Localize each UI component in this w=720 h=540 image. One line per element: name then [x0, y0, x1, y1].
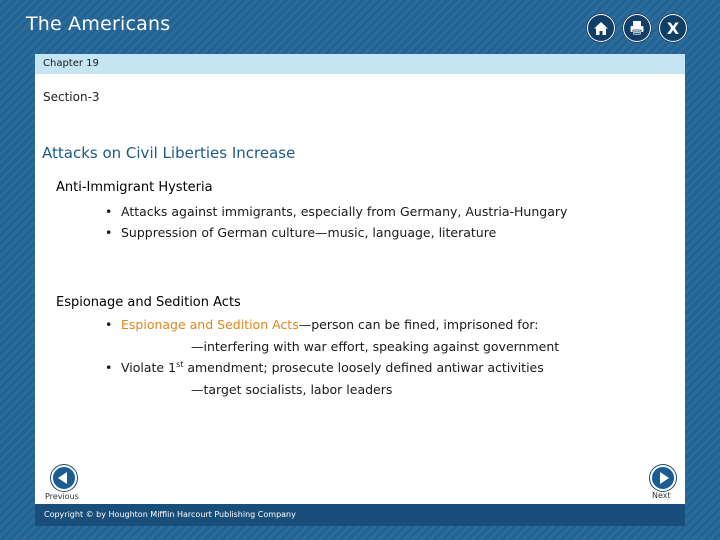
app-title: The Americans — [26, 13, 171, 35]
list-item: • Suppression of German culture—music, language, literature — [105, 225, 497, 240]
previous-label: Previous — [45, 492, 79, 501]
bullet-continuation: —target socialists, labor leaders — [191, 382, 393, 397]
bullet-text: —person can be fined, imprisoned for: — [298, 317, 539, 332]
list-item: • Attacks against immigrants, especially from Germany, Austria-Hungary — [105, 204, 568, 219]
bullet-text: Attacks against immigrants, especially from Germany, Austria-Hungary — [121, 204, 568, 219]
bullet-text: amendment; prosecute loosely defined antiwar activities — [183, 360, 544, 376]
content-panel — [35, 74, 685, 504]
arrow-right-icon — [660, 472, 669, 484]
highlight-term: Espionage and Sedition Acts — [121, 317, 299, 332]
previous-button[interactable] — [51, 465, 77, 491]
superscript: st — [176, 360, 184, 369]
block-heading-immigrant: Anti-Immigrant Hysteria — [56, 180, 213, 195]
next-label: Next — [652, 491, 671, 500]
list-item: • Espionage and Sedition Acts—person can be fined, imprisoned for: — [105, 317, 539, 332]
arrow-left-icon — [58, 472, 67, 484]
print-button[interactable] — [622, 13, 652, 43]
nav-icons — [586, 13, 688, 43]
chapter-label: Chapter 19 — [43, 58, 99, 69]
bullet-continuation: —interfering with war effort, speaking against government — [191, 339, 560, 354]
next-button[interactable] — [650, 465, 676, 491]
copyright-text: Copyright © by Houghton Mifflin Harcourt Publishing Company — [44, 510, 296, 519]
chapter-bar — [35, 54, 685, 74]
page-title: Attacks on Civil Liberties Increase — [42, 144, 296, 162]
bullet-text-pre: Violate 1 — [121, 360, 177, 376]
list-item: • Violate 1st amendment; prosecute loosely defined antiwar activities — [105, 360, 544, 376]
block-heading-espionage: Espionage and Sedition Acts — [56, 295, 241, 310]
home-icon — [588, 15, 614, 41]
close-icon: X — [660, 15, 686, 41]
footer-bar — [35, 504, 685, 526]
print-icon — [624, 15, 650, 41]
close-button[interactable] — [658, 13, 688, 43]
section-label: Section-3 — [43, 90, 100, 104]
home-button[interactable] — [586, 13, 616, 43]
bullet-text: Suppression of German culture—music, language, literature — [121, 225, 497, 240]
